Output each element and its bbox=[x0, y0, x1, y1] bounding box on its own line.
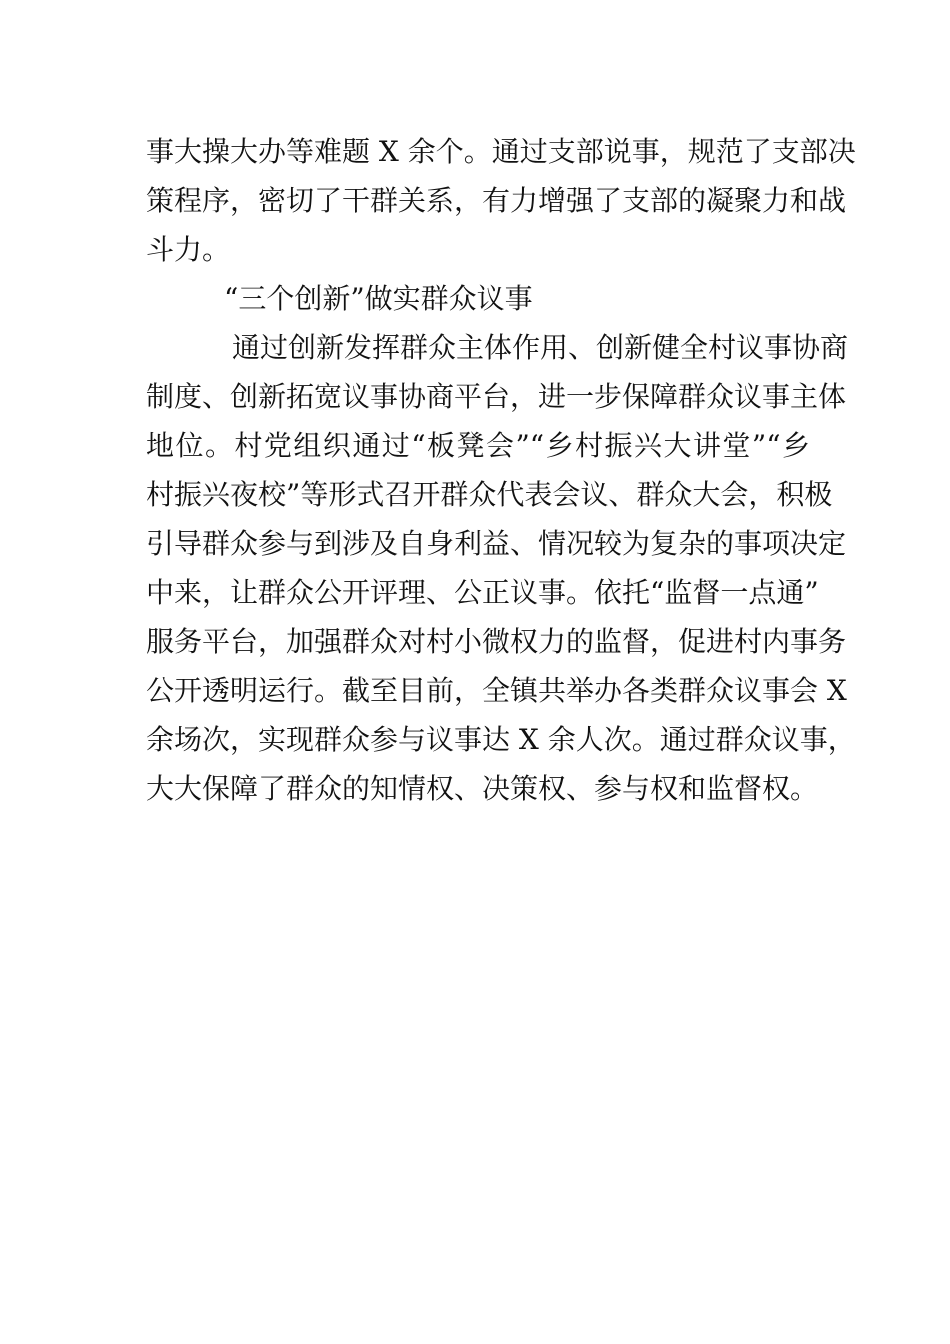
paragraph-line: 斗力。 bbox=[146, 233, 231, 266]
paragraph-line: 策程序，密切了干群关系，有力增强了支部的凝聚力和战 bbox=[146, 184, 847, 217]
paragraph-continuation bbox=[146, 127, 856, 274]
paragraph-line: 公开透明运行。截至目前，全镇共举办各类群众议事会 X bbox=[146, 674, 847, 707]
paragraph-line: 中来，让群众公开评理、公正议事。依托“监督一点通” bbox=[146, 576, 819, 609]
paragraph-line: 引导群众参与到涉及自身利益、情况较为复杂的事项决定 bbox=[146, 527, 847, 560]
paragraph-line: 地位。村党组织通过“板凳会”“乡村振兴大讲堂”“乡 bbox=[146, 429, 810, 462]
paragraph-line: 事大操大办等难题 X 余个。通过支部说事，规范了支部决 bbox=[146, 135, 856, 168]
paragraph-line: 服务平台，加强群众对村小微权力的监督，促进村内事务 bbox=[146, 625, 847, 658]
section-heading: “三个创新”做实群众议事 bbox=[224, 282, 533, 315]
paragraph-line: 村振兴夜校”等形式召开群众代表会议、群众大会，积极 bbox=[146, 478, 833, 511]
document-body bbox=[146, 127, 856, 813]
paragraph-line: 余场次，实现群众参与议事达 X 余人次。通过群众议事， bbox=[146, 723, 856, 756]
paragraph-body bbox=[146, 323, 856, 813]
paragraph-line: 通过创新发挥群众主体作用、创新健全村议事协商 bbox=[232, 331, 849, 364]
paragraph-line: 制度、创新拓宽议事协商平台，进一步保障群众议事主体 bbox=[146, 380, 847, 413]
paragraph-line: 大大保障了群众的知情权、决策权、参与权和监督权。 bbox=[146, 772, 819, 805]
